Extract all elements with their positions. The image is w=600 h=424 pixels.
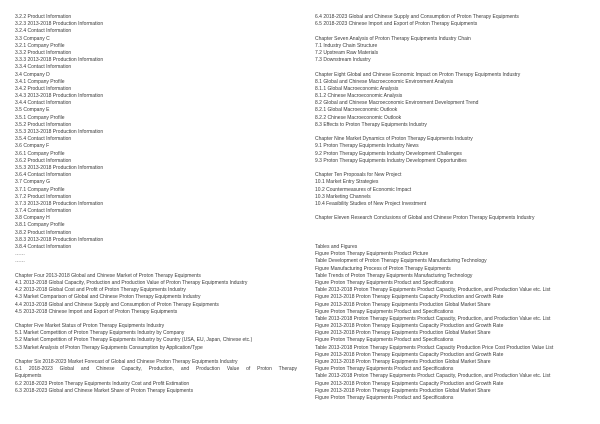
toc-entry: 3.4.4 Contact Information: [15, 100, 72, 107]
blank-line: [315, 237, 587, 244]
toc-entry: 3.5.3 2013-2018 Production Information: [15, 129, 104, 135]
toc-entry: 7.1 Industry Chain Structure: [315, 42, 378, 49]
toc-entry: 9.3 Proton Therapy Equipments Industry Development Opportunities: [315, 157, 467, 164]
toc-entry: 3.6.4 Contact Information: [15, 172, 72, 179]
toc-entry: 3.6.2 Product Information: [15, 157, 72, 164]
figure-table-entry: Table 2013-2018 Proton Therapy Equipments Product Capacity, Production, and Production Value etc. List: [315, 373, 551, 380]
figure-table-entry: Table 2013-2018 Proton Therapy Equipments Product Capacity, Production, and Production Value etc. List: [315, 315, 551, 322]
toc-entry: 8.1.2 Chinese Macroeconomic Analysis: [315, 93, 403, 100]
chapter-heading: Chapter Nine Market Dynamics of Proton Therapy Equipments Industry: [315, 136, 473, 143]
chapter-heading: Chapter Four 2013-2018 Global and Chinese Market of Proton Therapy Equipments: [15, 272, 201, 279]
blank-line: [15, 266, 297, 273]
toc-entry: 8.2 Global and Chinese Macroeconomic Environment Development Trend: [315, 100, 479, 107]
toc-entry: 8.3 Effects to Proton Therapy Equipments Industry: [315, 121, 427, 128]
toc-entry: 4.5 2013-2018 Chinese Import and Export of Proton Therapy Equipments: [15, 308, 178, 315]
toc-entry: ……: [15, 258, 25, 265]
figure-table-entry: Figure Proton Therapy Equipments Product and Specifications: [315, 308, 454, 315]
toc-entry: 6.3 2018-2023 Global and Chinese Market Share of Proton Therapy Equipments: [15, 387, 194, 394]
figure-table-entry: Table Trends of Proton Therapy Equipments Manufacturing Technology: [315, 272, 473, 279]
toc-entry: 10.2 Countermeasures of Economic Impact: [315, 186, 412, 193]
toc-entry: 3.2.2 Product Information: [15, 14, 72, 20]
figure-table-entry: Table Development of Proton Therapy Equipments Manufacturing Technology: [315, 258, 487, 265]
figure-table-entry: Table 2013-2018 Proton Therapy Equipments Product Capacity, Production, and Production Value etc. List: [315, 287, 551, 294]
blank-line: [315, 230, 587, 237]
toc-entry: 3.5 Company E: [15, 107, 50, 114]
blank-line: [315, 64, 587, 71]
blank-line: [315, 208, 587, 215]
toc-entry: 3.7.4 Contact Information: [15, 208, 72, 215]
toc-entry: 5.2 Market Competition of Proton Therapy Equipments Industry by Country (USA, EU, Japan, Chinese etc.): [15, 337, 253, 344]
blank-line: [15, 352, 297, 359]
toc-entry: 3.3.3 2013-2018 Production Information: [15, 57, 104, 64]
chapter-heading: Chapter Seven Analysis of Proton Therapy Equipments Industry Chain: [315, 35, 471, 42]
figure-table-entry: Figure 2013-2018 Proton Therapy Equipments Production Global Market Share: [315, 301, 491, 308]
toc-entry: 3.8.1 Company Profile: [15, 222, 65, 229]
chapter-heading: Chapter Six 2018-2023 Market Forecast of Global and Chinese Proton Therapy Equipments Industry: [15, 359, 238, 365]
figure-table-entry: Figure 2013-2018 Proton Therapy Equipments Production Global Market Share: [315, 330, 491, 337]
chapter-heading: Chapter Eight Global and Chinese Economic Impact on Proton Therapy Equipments Industry: [315, 71, 521, 78]
figure-table-entry: Figure 2013-2018 Proton Therapy Equipments Capacity Production and Growth Rate: [315, 323, 504, 330]
toc-entry: 7.2 Upstream Raw Materials: [315, 49, 379, 56]
toc-entry: 3.5.1 Company Profile: [15, 114, 65, 121]
toc-entry: 3.4.1 Company Profile: [15, 78, 65, 85]
toc-entry: 8.1 Global and Chinese Macroeconomic Environment Analysis: [315, 78, 454, 85]
toc-entry: 5.3 Market Analysis of Proton Therapy Equipments Consumption by Application/Type: [15, 344, 203, 351]
toc-entry: 6.2 2018-2023 Proton Therapy Equipments Industry Cost and Profit Estimation: [15, 380, 190, 387]
figure-table-entry: Figure 2013-2018 Proton Therapy Equipments Production Global Market Share: [315, 359, 491, 365]
toc-entry: 3.2.4 Contact Information: [15, 28, 72, 35]
toc-entry: 3.7.1 Company Profile: [15, 186, 65, 193]
toc-entry: 3.7 Company G: [15, 179, 51, 186]
toc-entry: 8.1.1 Global Macroeconomic Analysis: [315, 85, 399, 92]
blank-line: [315, 222, 587, 229]
toc-entry: ……: [15, 251, 25, 258]
toc-entry: 7.3 Downstream Industry: [315, 57, 371, 64]
figure-table-entry: Figure 2013-2018 Proton Therapy Equipments Capacity Production and Growth Rate: [315, 380, 504, 387]
figure-table-entry: Figure 2013-2018 Proton Therapy Equipments Production Global Market Share: [315, 387, 491, 394]
toc-left-column: [15, 14, 297, 395]
toc-entry: 10.1 Market Entry Strategies: [315, 179, 379, 186]
figure-table-entry: Figure Proton Therapy Equipments Product and Specifications: [315, 366, 454, 373]
figure-table-entry: Figure Proton Therapy Equipments Product and Specifications: [315, 337, 454, 344]
figure-table-entry: Figure 2013-2018 Proton Therapy Equipments Capacity Production and Growth Rate: [315, 294, 504, 301]
toc-entry: 3.6 Company F: [15, 143, 50, 150]
toc-entry: 3.2.1 Company Profile: [15, 42, 65, 49]
toc-entry: 3.2.3 2013-2018 Production Information: [15, 21, 104, 28]
chapter-heading: Chapter Five Market Status of Proton Therapy Equipments Industry: [15, 323, 165, 330]
toc-entry: 4.2 2013-2018 Global Cost and Profit of Proton Therapy Equipments Industry: [15, 287, 186, 294]
figure-table-entry: Figure Proton Therapy Equipments Product Picture: [315, 251, 429, 258]
figure-table-entry: Figure 2013-2018 Proton Therapy Equipments Capacity Production and Growth Rate: [315, 351, 504, 358]
toc-right-column: [315, 14, 587, 402]
blank-line: [315, 28, 587, 35]
toc-entry: 3.3.4 Contact Information: [15, 64, 72, 71]
blank-line: [15, 316, 297, 323]
toc-entry: 6.5 2018-2023 Chinese Import and Export of Proton Therapy Equipments: [315, 21, 478, 28]
toc-entry: 3.7.3 2013-2018 Production Information: [15, 200, 104, 207]
figure-table-entry: Figure Manufacturing Process of Proton Therapy Equipments: [315, 265, 451, 272]
toc-entry: 4.4 2013-2018 Global and Chinese Supply and Consumption of Proton Therapy Equipments: [15, 301, 219, 308]
toc-entry: 3.3 Company C: [15, 35, 50, 42]
toc-entry: 3.8.4 Contact Information: [15, 244, 72, 250]
toc-entry: 4.1 2013-2018 Global Capacity, Production and Production Value of Proton Therapy Equipments Industry: [15, 279, 248, 286]
toc-entry: Equipments: [15, 373, 42, 380]
toc-entry: 3.3.2 Product Information: [15, 49, 72, 56]
toc-entry: 9.1 Proton Therapy Equipments Industry News: [315, 143, 419, 150]
section-heading: Tables and Figures: [315, 244, 358, 250]
figure-table-entry: Figure Proton Therapy Equipments Product and Specifications: [315, 279, 454, 286]
toc-entry: 3.8 Company H: [15, 215, 50, 222]
toc-entry: 3.5.3 2013-2018 Production Information: [15, 164, 104, 171]
figure-table-entry: Table 2013-2018 Proton Therapy Equipments Product Capacity Production Price Cost Production Value List: [315, 344, 554, 351]
toc-entry: 3.8.2 Product Information: [15, 229, 72, 236]
toc-entry: 8.2.2 Chinese Macroeconomic Outlook: [315, 114, 402, 121]
toc-entry: 6.1 2018-2023 Global and Chinese Capacity, Production, and Production Value of Proton Therapy: [15, 366, 297, 373]
toc-entry: 3.4.2 Product Information: [15, 85, 72, 92]
toc-entry: 10.4 Feasibility Studies of New Project Investment: [315, 200, 427, 207]
toc-entry: 3.7.2 Product Information: [15, 193, 72, 200]
toc-entry: 8.2.1 Global Macroeconomic Outlook: [315, 107, 398, 114]
chapter-heading: Chapter Eleven Research Conclusions of Global and Chinese Proton Therapy Equipments Industry: [315, 215, 535, 222]
toc-entry: 3.6.1 Company Profile: [15, 150, 65, 157]
toc-entry: 3.5.2 Product Information: [15, 121, 72, 128]
toc-entry: 4.3 Market Comparison of Global and Chinese Proton Therapy Equipments Industry: [15, 294, 201, 301]
toc-entry: 6.4 2018-2023 Global and Chinese Supply and Consumption of Proton Therapy Equipments: [315, 14, 519, 20]
toc-entry: 9.2 Proton Therapy Equipments Industry Development Challenges: [315, 150, 462, 157]
toc-entry: 3.8.3 2013-2018 Production Information: [15, 236, 104, 243]
toc-entry: 3.4 Company D: [15, 71, 50, 78]
toc-entry: 10.3 Marketing Channels: [315, 193, 371, 200]
blank-line: [315, 129, 587, 136]
figure-table-entry: Figure Proton Therapy Equipments Product and Specifications: [315, 394, 454, 401]
chapter-heading: Chapter Ten Proposals for New Project: [315, 172, 402, 179]
toc-entry: 3.4.3 2013-2018 Production Information: [15, 93, 104, 100]
toc-entry: 3.5.4 Contact Information: [15, 136, 72, 143]
toc-entry: 5.1 Market Competition of Proton Therapy Equipments Industry by Company: [15, 330, 185, 337]
blank-line: [315, 165, 587, 172]
